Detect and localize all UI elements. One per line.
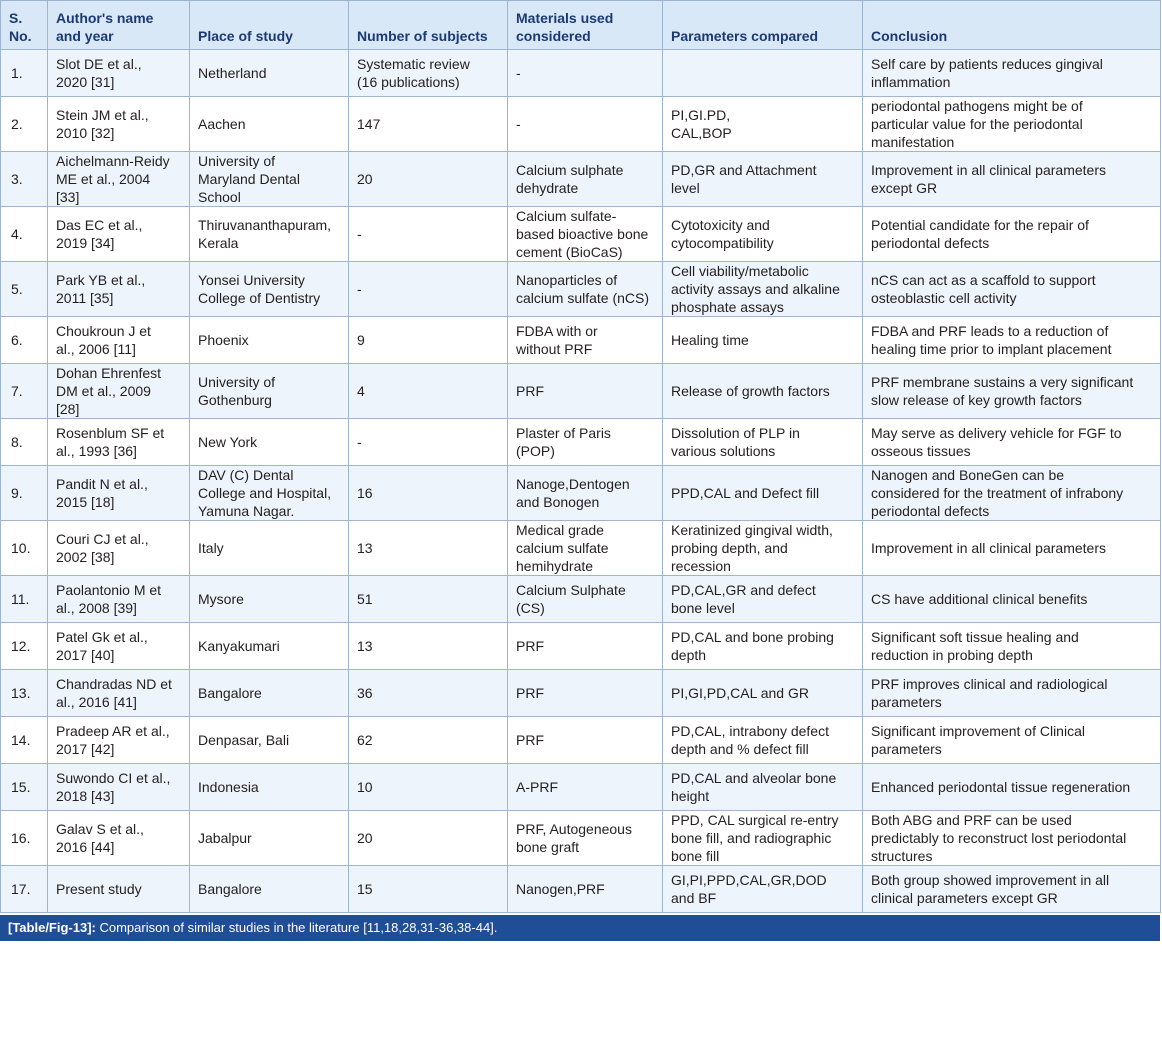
table-row [1, 576, 1161, 623]
cell-materials: Nanogen,PRF [508, 866, 663, 913]
table-row [1, 866, 1161, 913]
table-row [1, 152, 1161, 207]
cell-sno: 10. [1, 521, 48, 576]
cell-conclusion: CS have additional clinical benefits [863, 576, 1161, 623]
header-row [1, 1, 1161, 50]
cell-params: PD,CAL and alveolar bone height [663, 764, 863, 811]
cell-conclusion: Improvement in all clinical parameters except GR [863, 152, 1161, 207]
table-row [1, 764, 1161, 811]
cell-place: Aachen [190, 97, 349, 152]
cell-place: Bangalore [190, 866, 349, 913]
header-params: Parameters compared [663, 1, 863, 50]
cell-conclusion: Both group showed improvement in all clinical parameters except GR [863, 866, 1161, 913]
table-row [1, 207, 1161, 262]
header-materials: Materials used considered [508, 1, 663, 50]
cell-sno: 12. [1, 623, 48, 670]
cell-subjects: 4 [349, 364, 508, 419]
cell-author: Pradeep AR et al., 2017 [42] [48, 717, 190, 764]
cell-author: Pandit N et al., 2015 [18] [48, 466, 190, 521]
cell-conclusion: Enhanced periodontal tissue regeneration [863, 764, 1161, 811]
table-row [1, 419, 1161, 466]
cell-params: Dissolution of PLP in various solutions [663, 419, 863, 466]
cell-sno: 16. [1, 811, 48, 866]
cell-place: Netherland [190, 50, 349, 97]
cell-sno: 6. [1, 317, 48, 364]
cell-author: Chandradas ND et al., 2016 [41] [48, 670, 190, 717]
cell-sno: 1. [1, 50, 48, 97]
header-sno: S. No. [1, 1, 48, 50]
cell-materials: - [508, 97, 663, 152]
cell-subjects: 10 [349, 764, 508, 811]
cell-params: Healing time [663, 317, 863, 364]
table-row [1, 317, 1161, 364]
cell-author: Rosenblum SF et al., 1993 [36] [48, 419, 190, 466]
cell-subjects: 36 [349, 670, 508, 717]
cell-conclusion: Potential candidate for the repair of periodontal defects [863, 207, 1161, 262]
table-caption [0, 915, 1160, 941]
header-place: Place of study [190, 1, 349, 50]
cell-params: PPD, CAL surgical re-entry bone fill, and radiographic bone fill [663, 811, 863, 866]
cell-subjects: 15 [349, 866, 508, 913]
cell-place: Bangalore [190, 670, 349, 717]
cell-materials: PRF [508, 623, 663, 670]
table-row [1, 364, 1161, 419]
cell-conclusion: Significant improvement of Clinical parameters [863, 717, 1161, 764]
cell-materials: Nanoge,Dentogen and Bonogen [508, 466, 663, 521]
cell-author: Das EC et al., 2019 [34] [48, 207, 190, 262]
cell-conclusion: Improvement in all clinical parameters [863, 521, 1161, 576]
cell-subjects: - [349, 262, 508, 317]
cell-params: Release of growth factors [663, 364, 863, 419]
cell-author: Galav S et al., 2016 [44] [48, 811, 190, 866]
cell-place: New York [190, 419, 349, 466]
table-row [1, 811, 1161, 866]
cell-materials: Plaster of Paris (POP) [508, 419, 663, 466]
cell-place: Kanyakumari [190, 623, 349, 670]
cell-params: PD,CAL, intrabony defect depth and % defect fill [663, 717, 863, 764]
cell-params: Cell viability/metabolic activity assays and alkaline phosphate assays [663, 262, 863, 317]
cell-sno: 4. [1, 207, 48, 262]
cell-place: Denpasar, Bali [190, 717, 349, 764]
cell-subjects: 20 [349, 811, 508, 866]
table-row [1, 262, 1161, 317]
cell-sno: 7. [1, 364, 48, 419]
cell-conclusion: Self care by patients reduces gingival inflammation [863, 50, 1161, 97]
cell-conclusion: Nanogen and BoneGen can be considered for the treatment of infrabony periodontal defects [863, 466, 1161, 521]
cell-author: Suwondo CI et al., 2018 [43] [48, 764, 190, 811]
cell-materials: PRF, Autogeneous bone graft [508, 811, 663, 866]
cell-sno: 13. [1, 670, 48, 717]
caption-label: [Table/Fig-13]: [8, 920, 96, 935]
cell-author: Aichelmann-Reidy ME et al., 2004 [33] [48, 152, 190, 207]
cell-sno: 15. [1, 764, 48, 811]
cell-conclusion: periodontal pathogens might be of particular value for the periodontal manifestation [863, 97, 1161, 152]
header-author: Author's name and year [48, 1, 190, 50]
table-row [1, 717, 1161, 764]
cell-params: PD,GR and Attachment level [663, 152, 863, 207]
cell-conclusion: PRF improves clinical and radiological parameters [863, 670, 1161, 717]
cell-materials: Medical grade calcium sulfate hemihydrate [508, 521, 663, 576]
cell-sno: 3. [1, 152, 48, 207]
cell-place: Yonsei University College of Dentistry [190, 262, 349, 317]
cell-params: PD,CAL,GR and defect bone level [663, 576, 863, 623]
cell-place: Italy [190, 521, 349, 576]
cell-params: PI,GI,PD,CAL and GR [663, 670, 863, 717]
cell-params: GI,PI,PPD,CAL,GR,DOD and BF [663, 866, 863, 913]
cell-subjects: 51 [349, 576, 508, 623]
table-row [1, 623, 1161, 670]
cell-params: Cytotoxicity and cytocompatibility [663, 207, 863, 262]
cell-subjects: Systematic review (16 publications) [349, 50, 508, 97]
cell-sno: 5. [1, 262, 48, 317]
cell-sno: 8. [1, 419, 48, 466]
cell-subjects: 13 [349, 521, 508, 576]
cell-author: Park YB et al., 2011 [35] [48, 262, 190, 317]
cell-conclusion: PRF membrane sustains a very significant slow release of key growth factors [863, 364, 1161, 419]
cell-place: Indonesia [190, 764, 349, 811]
cell-materials: A-PRF [508, 764, 663, 811]
cell-subjects: 62 [349, 717, 508, 764]
cell-sno: 14. [1, 717, 48, 764]
cell-place: University of Maryland Dental School [190, 152, 349, 207]
cell-params: PD,CAL and bone probing depth [663, 623, 863, 670]
cell-subjects: 9 [349, 317, 508, 364]
cell-author: Slot DE et al., 2020 [31] [48, 50, 190, 97]
cell-author: Patel Gk et al., 2017 [40] [48, 623, 190, 670]
cell-materials: Nanoparticles of calcium sulfate (nCS) [508, 262, 663, 317]
cell-author: Couri CJ et al., 2002 [38] [48, 521, 190, 576]
cell-subjects: 147 [349, 97, 508, 152]
cell-author: Paolantonio M et al., 2008 [39] [48, 576, 190, 623]
cell-author: Stein JM et al., 2010 [32] [48, 97, 190, 152]
cell-subjects: - [349, 207, 508, 262]
cell-subjects: - [349, 419, 508, 466]
table-row [1, 521, 1161, 576]
cell-params [663, 50, 863, 97]
cell-place: Phoenix [190, 317, 349, 364]
cell-author: Choukroun J et al., 2006 [11] [48, 317, 190, 364]
caption-text: Comparison of similar studies in the literature [11,18,28,31-36,38-44]. [95, 920, 498, 935]
cell-materials: Calcium sulfate- based bioactive bone cement (BioCaS) [508, 207, 663, 262]
cell-materials: PRF [508, 717, 663, 764]
cell-sno: 9. [1, 466, 48, 521]
cell-place: Thiruvananthapuram, Kerala [190, 207, 349, 262]
cell-conclusion: May serve as delivery vehicle for FGF to osseous tissues [863, 419, 1161, 466]
cell-author: Dohan Ehrenfest DM et al., 2009 [28] [48, 364, 190, 419]
cell-params: Keratinized gingival width, probing depth, and recession [663, 521, 863, 576]
cell-conclusion: Both ABG and PRF can be used predictably to reconstruct lost periodontal structures [863, 811, 1161, 866]
cell-place: University of Gothenburg [190, 364, 349, 419]
header-subjects: Number of subjects [349, 1, 508, 50]
cell-params: PI,GI.PD, CAL,BOP [663, 97, 863, 152]
cell-materials: PRF [508, 670, 663, 717]
cell-conclusion: FDBA and PRF leads to a reduction of healing time prior to implant placement [863, 317, 1161, 364]
header-conclusion: Conclusion [863, 1, 1161, 50]
cell-materials: Calcium sulphate dehydrate [508, 152, 663, 207]
table-row [1, 466, 1161, 521]
cell-params: PPD,CAL and Defect fill [663, 466, 863, 521]
cell-materials: FDBA with or without PRF [508, 317, 663, 364]
cell-subjects: 20 [349, 152, 508, 207]
cell-subjects: 13 [349, 623, 508, 670]
table-row [1, 670, 1161, 717]
cell-materials: Calcium Sulphate (CS) [508, 576, 663, 623]
table-row [1, 50, 1161, 97]
cell-place: Mysore [190, 576, 349, 623]
cell-materials: PRF [508, 364, 663, 419]
cell-place: DAV (C) Dental College and Hospital, Yamuna Nagar. [190, 466, 349, 521]
cell-sno: 2. [1, 97, 48, 152]
cell-conclusion: nCS can act as a scaffold to support osteoblastic cell activity [863, 262, 1161, 317]
cell-author: Present study [48, 866, 190, 913]
cell-place: Jabalpur [190, 811, 349, 866]
cell-sno: 17. [1, 866, 48, 913]
table-body [1, 50, 1161, 913]
cell-materials: - [508, 50, 663, 97]
table-row [1, 97, 1161, 152]
cell-subjects: 16 [349, 466, 508, 521]
cell-sno: 11. [1, 576, 48, 623]
cell-conclusion: Significant soft tissue healing and reduction in probing depth [863, 623, 1161, 670]
